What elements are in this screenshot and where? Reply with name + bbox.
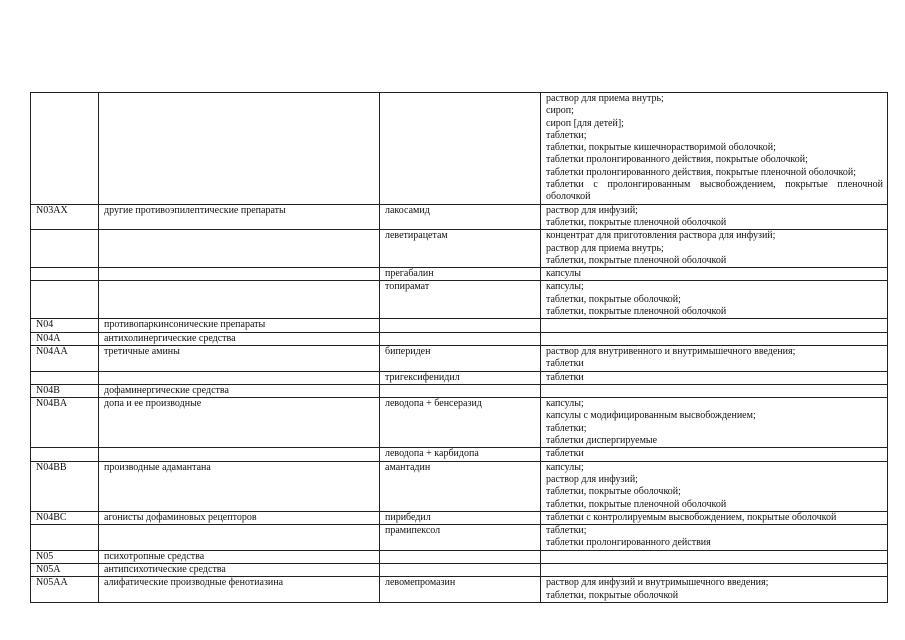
dosage-form: раствор для инфузий;: [546, 204, 638, 216]
drug-name-cell: бипериден: [380, 345, 541, 371]
atc-code-cell: N04A: [31, 332, 99, 345]
atc-code-cell: [31, 371, 99, 384]
atc-code-cell: [31, 268, 99, 281]
dosage-form: таблетки диспергируемые: [546, 435, 658, 447]
atc-code-cell: N04: [31, 319, 99, 332]
table-row: [31, 93, 888, 205]
anatomical-group-cell: психотропные средства: [99, 550, 380, 563]
anatomical-group-cell: [99, 268, 380, 281]
dosage-form: капсулы;: [546, 281, 584, 293]
dosage-form: таблетки с пролонгированным высвобождением, покрытые пленочной оболочкой: [546, 179, 883, 203]
dosage-form: таблетки пролонгированного действия: [546, 537, 711, 549]
anatomical-group-cell: производные адамантана: [99, 461, 380, 511]
atc-code-cell: [31, 525, 99, 551]
atc-code-cell: [31, 448, 99, 461]
table-row: [31, 550, 888, 563]
dosage-form: концентрат для приготовления раствора для инфузий;: [546, 230, 776, 242]
dosage-form: таблетки пролонгированного действия, покрытые оболочкой;: [546, 154, 808, 166]
drug-name-cell: [380, 332, 541, 345]
anatomical-group-cell: [99, 230, 380, 268]
dosage-form: сироп [для детей];: [546, 117, 624, 129]
table-row: [31, 332, 888, 345]
atc-code-cell: N04BC: [31, 511, 99, 524]
anatomical-group-cell: [99, 371, 380, 384]
dosage-forms-cell: [541, 461, 888, 511]
dosage-forms-cell: [541, 93, 888, 205]
dosage-form: таблетки пролонгированного действия, покрытые пленочной оболочкой;: [546, 166, 856, 178]
drug-name-cell: [380, 93, 541, 205]
dosage-forms-cell: [541, 563, 888, 576]
dosage-form: раствор для внутривенного и внутримышечного введения;: [546, 345, 796, 357]
drug-name-cell: прамипексол: [380, 525, 541, 551]
atc-code-cell: N04BA: [31, 398, 99, 448]
dosage-form: таблетки: [546, 358, 584, 370]
atc-code-cell: N05: [31, 550, 99, 563]
dosage-form: таблетки, покрытые оболочкой;: [546, 486, 681, 498]
empty-line: [546, 333, 883, 345]
anatomical-group-cell: дофаминергические средства: [99, 384, 380, 397]
anatomical-group-cell: антихолинергические средства: [99, 332, 380, 345]
table-row: [31, 230, 888, 268]
drug-name-cell: [380, 384, 541, 397]
atc-code-cell: N04BB: [31, 461, 99, 511]
empty-line: [546, 551, 883, 563]
dosage-form: таблетки, покрытые оболочкой: [546, 589, 679, 601]
drug-name-cell: амантадин: [380, 461, 541, 511]
drug-name-cell: лакосамид: [380, 204, 541, 230]
dosage-forms-cell: [541, 332, 888, 345]
dosage-form: таблетки, покрытые пленочной оболочкой: [546, 254, 727, 266]
anatomical-group-cell: антипсихотические средства: [99, 563, 380, 576]
dosage-forms-cell: [541, 550, 888, 563]
drug-name-cell: леводопа + карбидопа: [380, 448, 541, 461]
dosage-form: таблетки, покрытые оболочкой;: [546, 293, 681, 305]
dosage-forms-cell: [541, 525, 888, 551]
table-row: [31, 371, 888, 384]
dosage-forms-cell: [541, 345, 888, 371]
anatomical-group-cell: третичные амины: [99, 345, 380, 371]
table-row: [31, 398, 888, 448]
atc-code-cell: N03AX: [31, 204, 99, 230]
dosage-form: таблетки, покрытые пленочной оболочкой: [546, 306, 727, 318]
atc-code-cell: N04AA: [31, 345, 99, 371]
dosage-form: таблетки: [546, 371, 584, 383]
table-row: [31, 345, 888, 371]
anatomical-group-cell: алифатические производные фенотиазина: [99, 577, 380, 603]
dosage-forms-cell: [541, 511, 888, 524]
dosage-forms-cell: [541, 384, 888, 397]
dosage-form: сироп;: [546, 105, 574, 117]
dosage-forms-cell: [541, 448, 888, 461]
drug-list-page: [30, 92, 887, 603]
dosage-form: таблетки, покрытые кишечнорастворимой оболочкой;: [546, 142, 776, 154]
dosage-forms-cell: [541, 371, 888, 384]
dosage-forms-cell: [541, 319, 888, 332]
drug-name-cell: [380, 563, 541, 576]
drug-name-cell: [380, 550, 541, 563]
atc-code-cell: [31, 230, 99, 268]
atc-code-cell: [31, 93, 99, 205]
dosage-form: капсулы;: [546, 461, 584, 473]
table-row: [31, 461, 888, 511]
anatomical-group-cell: допа и ее производные: [99, 398, 380, 448]
anatomical-group-cell: [99, 448, 380, 461]
dosage-form: капсулы;: [546, 398, 584, 410]
dosage-form: таблетки;: [546, 525, 587, 537]
atc-code-cell: N05AA: [31, 577, 99, 603]
drug-name-cell: леводопа + бенсеразид: [380, 398, 541, 448]
empty-line: [546, 564, 883, 576]
dosage-form: капсулы: [546, 268, 581, 280]
dosage-form: раствор для приема внутрь;: [546, 93, 664, 104]
dosage-forms-cell: [541, 268, 888, 281]
table-row: [31, 319, 888, 332]
drug-name-cell: леветирацетам: [380, 230, 541, 268]
table-row: [31, 525, 888, 551]
table-row: [31, 511, 888, 524]
drug-name-cell: [380, 319, 541, 332]
drug-name-cell: пирибедил: [380, 511, 541, 524]
anatomical-group-cell: противопаркинсонические препараты: [99, 319, 380, 332]
table-row: [31, 281, 888, 319]
table-row: [31, 563, 888, 576]
dosage-form: таблетки: [546, 448, 584, 460]
table-row: [31, 268, 888, 281]
dosage-forms-cell: [541, 230, 888, 268]
anatomical-group-cell: агонисты дофаминовых рецепторов: [99, 511, 380, 524]
dosage-forms-cell: [541, 577, 888, 603]
dosage-form: таблетки, покрытые пленочной оболочкой: [546, 498, 727, 510]
dosage-forms-cell: [541, 398, 888, 448]
dosage-form: таблетки;: [546, 422, 587, 434]
table-row: [31, 448, 888, 461]
atc-code-cell: N05A: [31, 563, 99, 576]
table-row: [31, 577, 888, 603]
table-row: [31, 204, 888, 230]
drug-table-body: [31, 93, 888, 603]
anatomical-group-cell: другие противоэпилептические препараты: [99, 204, 380, 230]
dosage-forms-cell: [541, 281, 888, 319]
empty-line: [546, 319, 883, 331]
dosage-form: таблетки с контролируемым высвобождением, покрытые оболочкой: [546, 511, 837, 523]
anatomical-group-cell: [99, 93, 380, 205]
anatomical-group-cell: [99, 525, 380, 551]
dosage-form: таблетки, покрытые пленочной оболочкой: [546, 216, 727, 228]
dosage-form: раствор для инфузий и внутримышечного введения;: [546, 577, 769, 589]
dosage-forms-cell: [541, 204, 888, 230]
drug-name-cell: прегабалин: [380, 268, 541, 281]
empty-line: [546, 385, 883, 397]
drug-name-cell: левомепромазин: [380, 577, 541, 603]
drug-table: [30, 92, 888, 603]
drug-name-cell: топирамат: [380, 281, 541, 319]
anatomical-group-cell: [99, 281, 380, 319]
dosage-form: раствор для инфузий;: [546, 473, 638, 485]
dosage-form: раствор для приема внутрь;: [546, 242, 664, 254]
atc-code-cell: N04B: [31, 384, 99, 397]
table-row: [31, 384, 888, 397]
dosage-form: капсулы с модифицированным высвобождением;: [546, 410, 756, 422]
drug-name-cell: тригексифенидил: [380, 371, 541, 384]
atc-code-cell: [31, 281, 99, 319]
dosage-form: таблетки;: [546, 129, 587, 141]
